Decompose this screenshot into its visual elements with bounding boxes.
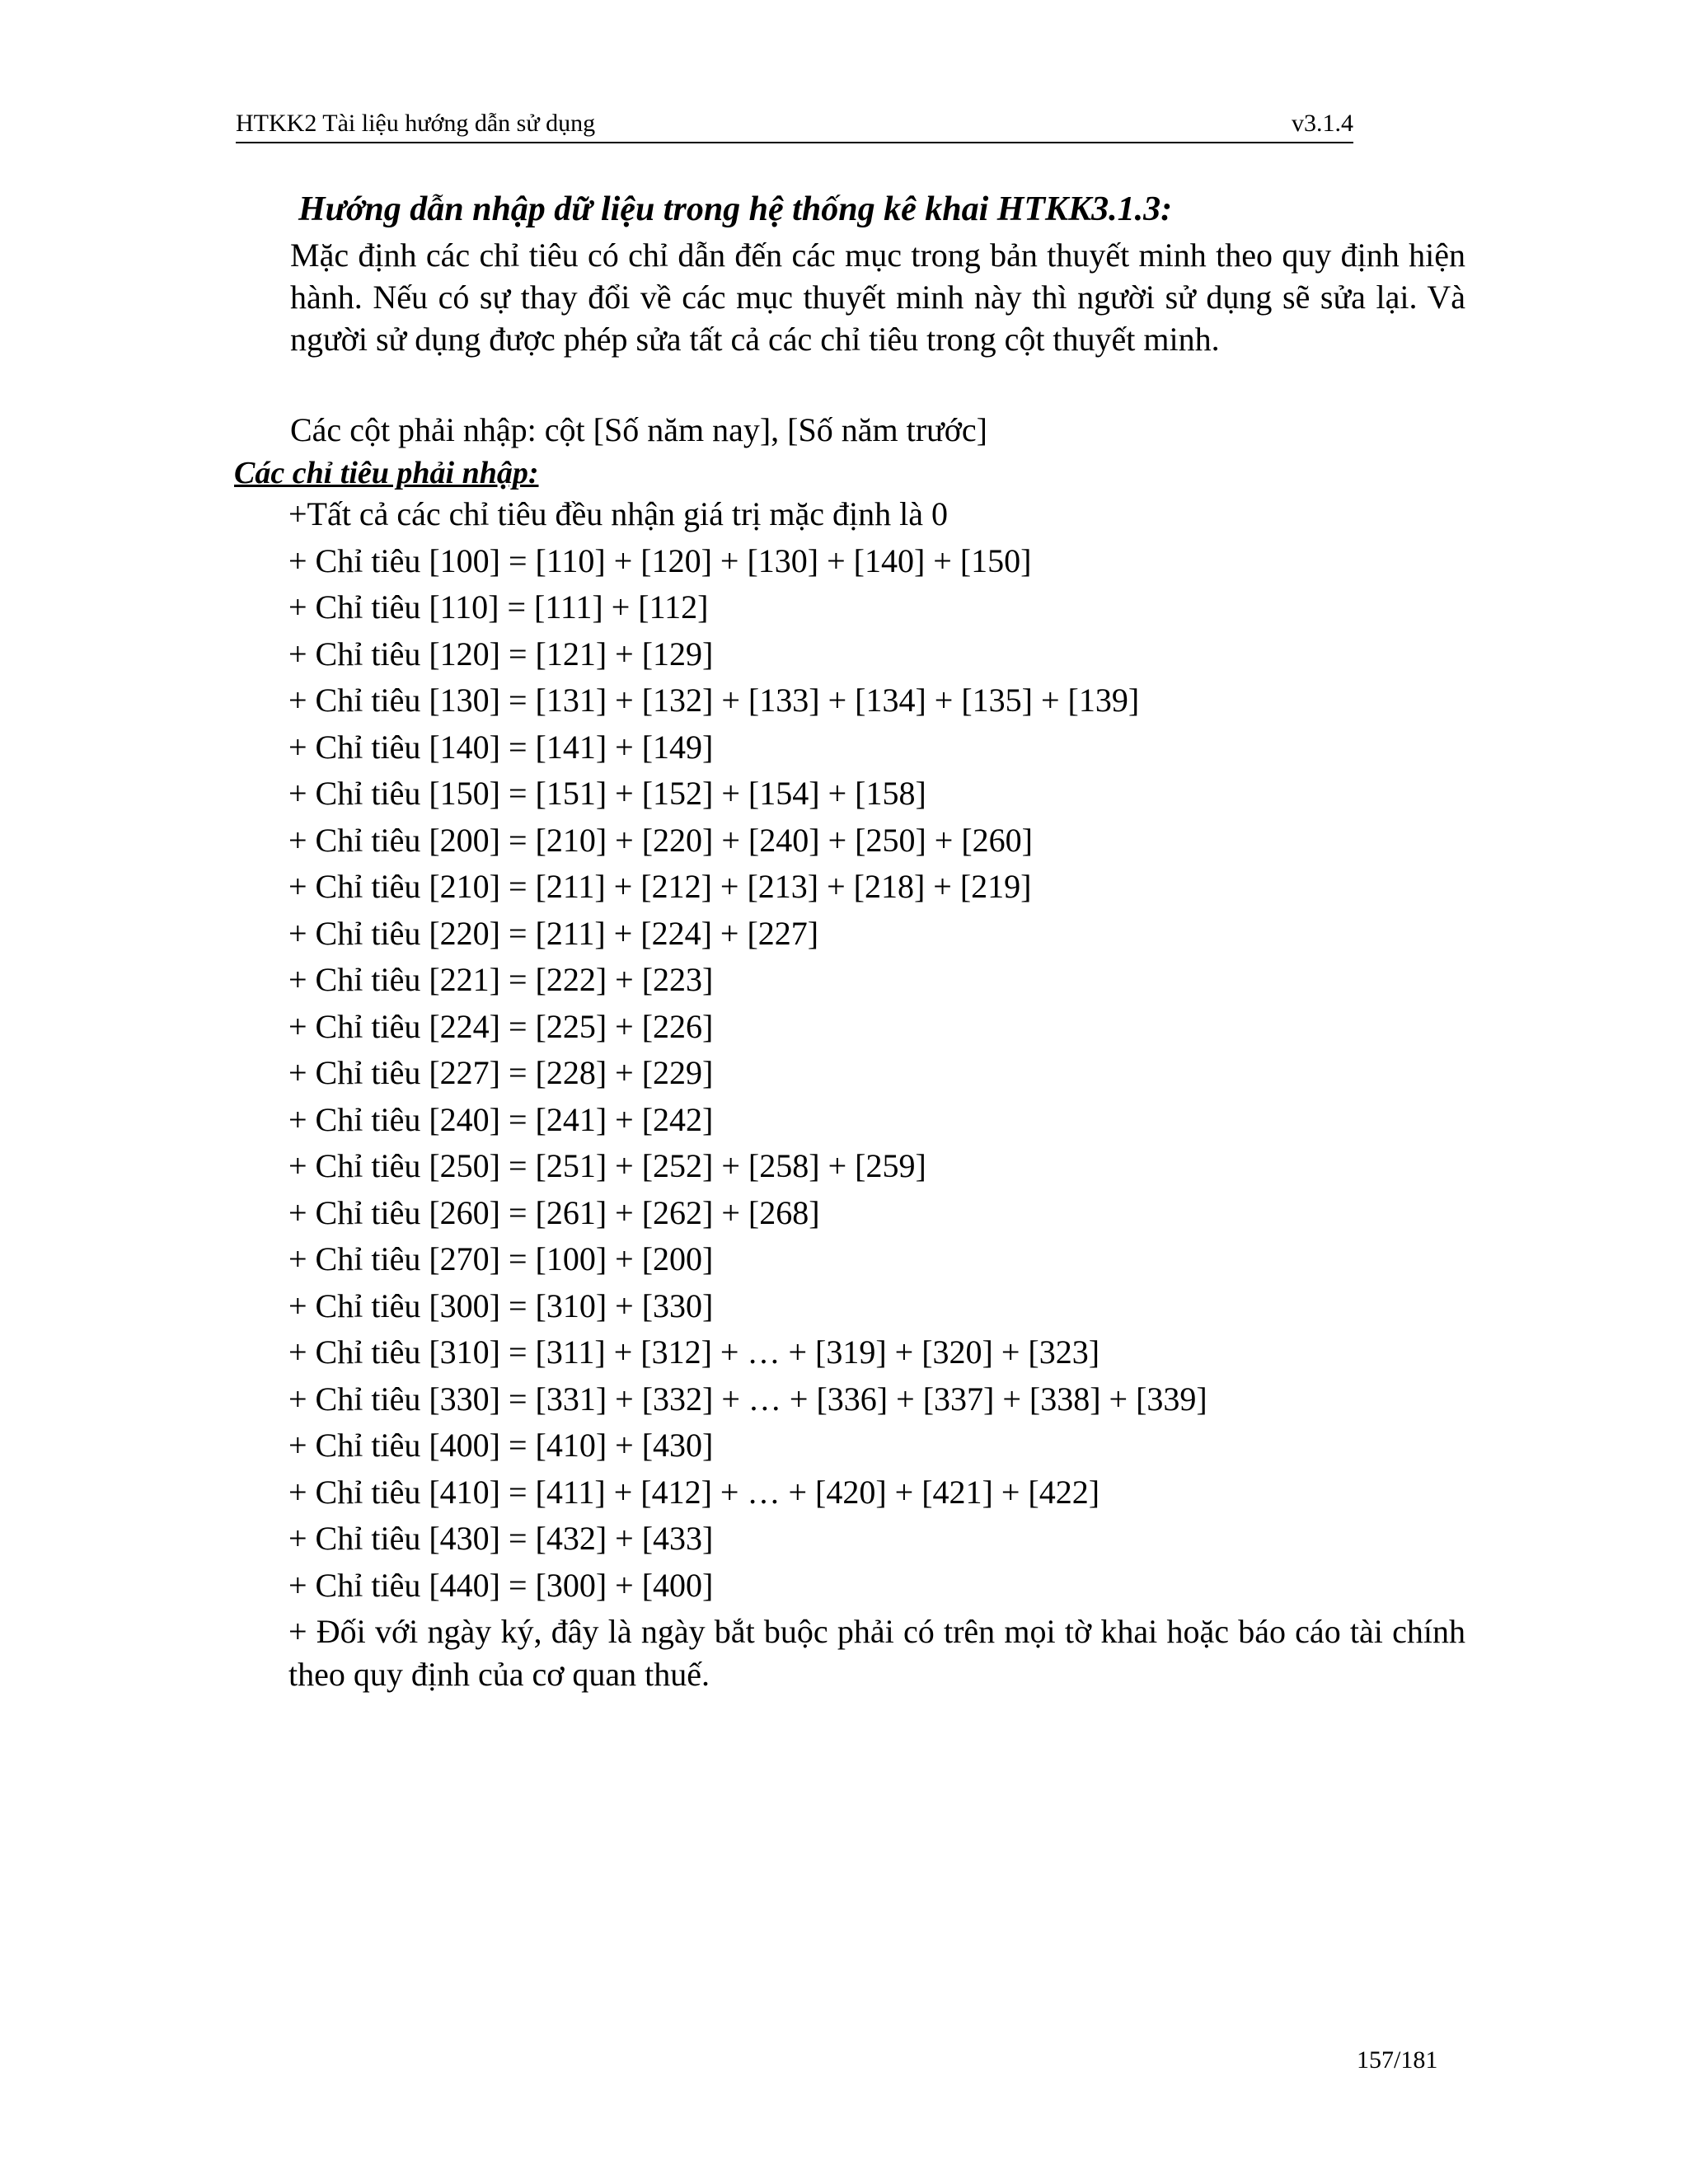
rule-item: +Tất cả các chỉ tiêu đều nhận giá trị mặc định là 0: [288, 495, 948, 532]
rule-item: + Chỉ tiêu [227] = [228] + [229]: [288, 1054, 714, 1091]
rule-item: + Chỉ tiêu [224] = [225] + [226]: [288, 1007, 714, 1045]
required-indicators-heading: Các chỉ tiêu phải nhập:: [234, 456, 539, 490]
page-number: 157/181: [1357, 2046, 1438, 2074]
section-title: Hướng dẫn nhập dữ liệu trong hệ thống kê khai HTKK3.1.3:: [298, 190, 1173, 228]
document-title: HTKK2 Tài liệu hướng dẫn sử dụng: [236, 110, 596, 137]
page-header: [236, 105, 1353, 143]
required-columns: Các cột phải nhập: cột [Số năm nay], [Số năm trước]: [290, 411, 987, 448]
rule-item: + Chỉ tiêu [221] = [222] + [223]: [288, 961, 714, 998]
rule-item: + Chỉ tiêu [120] = [121] + [129]: [288, 635, 714, 673]
rule-item: + Chỉ tiêu [140] = [141] + [149]: [288, 728, 714, 766]
rule-item: + Chỉ tiêu [150] = [151] + [152] + [154] + [158]: [288, 775, 926, 812]
rule-item: + Chỉ tiêu [100] = [110] + [120] + [130] + [140] + [150]: [288, 541, 1032, 579]
rule-item: + Chỉ tiêu [410] = [411] + [412] + … + [420] + [421] + [422]: [288, 1473, 1100, 1511]
rule-item: + Chỉ tiêu [400] = [410] + [430]: [288, 1427, 714, 1464]
rule-item: + Chỉ tiêu [310] = [311] + [312] + … + [319] + [320] + [323]: [288, 1333, 1100, 1371]
rule-item: + Chỉ tiêu [130] = [131] + [132] + [133] + [134] + [135] + [139]: [288, 682, 1140, 719]
rule-item: + Chỉ tiêu [250] = [251] + [252] + [258] + [259]: [288, 1147, 926, 1184]
rules-list: [288, 491, 1467, 1609]
closing-note: + Đối với ngày ký, đây là ngày bắt buộc phải có trên mọi tờ khai hoặc báo cáo tài chính theo quy định của cơ quan thuế.: [288, 1613, 1465, 1693]
rule-item: + Chỉ tiêu [110] = [111] + [112]: [288, 588, 709, 626]
intro-paragraph: Mặc định các chỉ tiêu có chỉ dẫn đến các mục trong bản thuyết minh theo quy định hiện hành. Nếu có sự thay đổi về các mục thuyết minh này thì người sử dụng sẽ sửa lại. Và người sử dụng được phép sửa tất cả các chỉ tiêu trong cột thuyết minh.: [290, 237, 1465, 358]
rule-item: + Chỉ tiêu [210] = [211] + [212] + [213] + [218] + [219]: [288, 868, 1032, 905]
rule-item: + Chỉ tiêu [430] = [432] + [433]: [288, 1520, 714, 1557]
rule-item: + Chỉ tiêu [220] = [211] + [224] + [227]: [288, 914, 819, 952]
rule-item: + Chỉ tiêu [260] = [261] + [262] + [268]: [288, 1193, 820, 1231]
rule-item: + Chỉ tiêu [200] = [210] + [220] + [240] + [250] + [260]: [288, 821, 1033, 859]
rule-item: + Chỉ tiêu [330] = [331] + [332] + … + [336] + [337] + [338] + [339]: [288, 1380, 1207, 1418]
rule-item: + Chỉ tiêu [240] = [241] + [242]: [288, 1100, 714, 1138]
document-version: v3.1.4: [1292, 110, 1353, 137]
rule-item: + Chỉ tiêu [440] = [300] + [400]: [288, 1566, 714, 1604]
rule-item: + Chỉ tiêu [270] = [100] + [200]: [288, 1240, 714, 1277]
rule-item: + Chỉ tiêu [300] = [310] + [330]: [288, 1286, 714, 1324]
